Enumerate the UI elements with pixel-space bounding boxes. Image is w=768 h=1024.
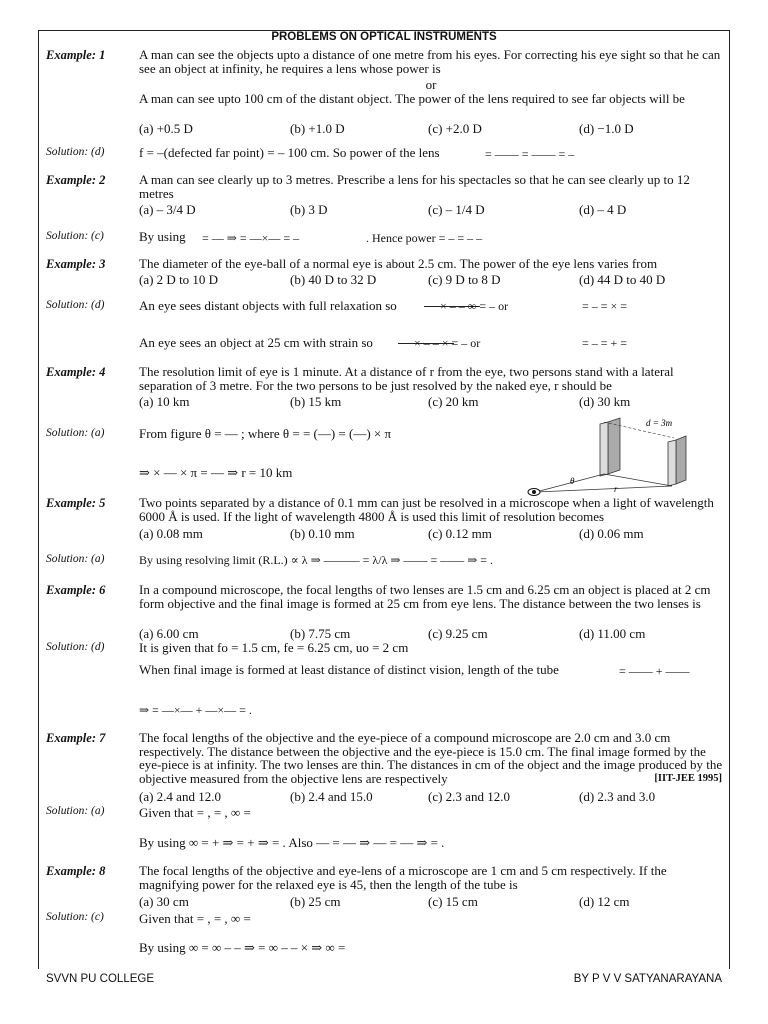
example-7-question: The focal lengths of the objective and the eye-piece of a compound microscope are 2.0 cm and 3.0 cm respectively. The distance between the objective and the eye-piece is 15.0 cm. The final image formed by the eye-piece is at infinity. The two lenses are thin. The distances in cm of the object and the image produced by the objective measured from the objective lens are respectively (139, 730, 723, 786)
example-7-solution-given: Given that = , = , ∞ = (139, 805, 251, 820)
example-3-solution-distant-result: = – = × = (582, 299, 628, 313)
example-1-solution-formula: = —— = —— = – (485, 147, 575, 161)
example-2-option-b: (b) 3 D (290, 202, 328, 217)
example-6-option-d: (d) 11.00 cm (579, 626, 646, 641)
example-4-solution-step1: From figure θ = — ; where θ = = (—) = (—) × π (139, 426, 392, 441)
example-1-option-c: (c) +2.0 D (428, 121, 482, 136)
example-1-solution-label: Solution: (d) (46, 146, 105, 158)
example-6-label: Example: 6 (46, 583, 106, 597)
example-6-question: In a compound microscope, the focal lengths of two lenses are 1.5 cm and 6.25 cm an object is placed at 2 cm form objective and the final image is formed at 25 cm from eye lens. The distance between the two lenses is (139, 582, 711, 611)
example-8-solution-label: Solution: (c) (46, 911, 104, 923)
example-2-solution-formula: = — ⇒ = —×— = – (202, 231, 300, 245)
example-3-option-d: (d) 44 D to 40 D (579, 272, 666, 287)
example-8-option-d: (d) 12 cm (579, 894, 630, 909)
example-8-option-c: (c) 15 cm (428, 894, 478, 909)
example-2-question: A man can see clearly up to 3 metres. Prescribe a lens for his spectacles so that he can see clearly up to 12 metres (139, 172, 690, 201)
example-1-or: or (425, 77, 437, 92)
example-7-option-a: (a) 2.4 and 12.0 (139, 789, 221, 804)
example-4-question: The resolution limit of eye is 1 minute. At a distance of r from the eye, two persons stand with a lateral separation of 3 metre. For the two persons to be just resolved by the naked eye, r should be (139, 364, 674, 393)
example-1-solution: f = –(defected far point) = – 100 cm. So power of the lens (139, 145, 440, 160)
example-8-solution-given: Given that = , = , ∞ = (139, 911, 251, 926)
example-5-solution-label: Solution: (a) (46, 553, 105, 565)
example-2-option-d: (d) – 4 D (579, 202, 627, 217)
example-4-option-b: (b) 15 km (290, 394, 342, 409)
footer-college: SVVN PU COLLEGE (46, 973, 155, 985)
example-8-solution-step: By using ∞ = ∞ – – ⇒ = ∞ – – × ⇒ ∞ = (139, 940, 346, 955)
example-3-option-c: (c) 9 D to 8 D (428, 272, 501, 287)
label-theta: θ (570, 476, 575, 486)
eye-pupil (532, 490, 536, 494)
example-6-solution-given: It is given that fo = 1.5 cm, fe = 6.25 cm, uo = 2 cm (139, 640, 409, 655)
example-2-solution-power: . Hence power = – = – – (366, 231, 483, 245)
example-8-question: The focal lengths of the objective and eye-lens of a microscope are 1 cm and 5 cm respectively. If the magnifying power for the relaxed eye is 45, then the length of the tube is (139, 863, 667, 892)
example-3-option-a: (a) 2 D to 10 D (139, 272, 219, 287)
example-2-solution: By using (139, 229, 186, 244)
example-6-option-b: (b) 7.75 cm (290, 626, 351, 641)
example-4-option-a: (a) 10 km (139, 394, 190, 409)
example-7-label: Example: 7 (46, 731, 106, 745)
label-d: d = 3m (646, 418, 673, 428)
tower-right-side (676, 436, 686, 484)
example-3-solution-label: Solution: (d) (46, 299, 105, 311)
example-1-question-alt: A man can see upto 100 cm of the distant object. The power of the lens required to see far objects will be (139, 91, 685, 106)
example-5-label: Example: 5 (46, 496, 106, 510)
example-2-option-a: (a) – 3/4 D (139, 202, 196, 217)
tower-right-front (668, 440, 676, 486)
example-4-option-c: (c) 20 km (428, 394, 479, 409)
example-3-option-b: (b) 40 D to 32 D (290, 272, 377, 287)
example-5-question: Two points separated by a distance of 0.1 mm can just be resolved in a microscope when a light of wavelength 6000 Å is used. If the light of wavelength 4800 Å is used this limit of resolution becomes (139, 495, 714, 524)
example-2-option-c: (c) – 1/4 D (428, 202, 485, 217)
two-persons-figure (522, 410, 724, 506)
example-5-option-d: (d) 0.06 mm (579, 526, 644, 541)
example-4-solution-step2: ⇒ × — × π = — ⇒ r = 10 km (139, 465, 293, 480)
example-3-solution-distant-formula: × – – ∞ = – or (440, 299, 509, 313)
example-4-option-d: (d) 30 km (579, 394, 631, 409)
example-2-label: Example: 2 (46, 173, 106, 187)
example-5-option-a: (a) 0.08 mm (139, 526, 203, 541)
example-1-question: A man can see the objects upto a distance of one metre from his eyes. For correcting his eye sight so that he can see an object at infinity, he requires a lens whose power is (139, 47, 721, 76)
example-7-option-b: (b) 2.4 and 15.0 (290, 789, 373, 804)
example-6-solution-label: Solution: (d) (46, 641, 105, 653)
example-1-label: Example: 1 (46, 48, 106, 62)
example-1-option-d: (d) −1.0 D (579, 121, 634, 136)
tower-left-side (608, 418, 620, 474)
example-6-option-c: (c) 9.25 cm (428, 626, 488, 641)
example-6-option-a: (a) 6.00 cm (139, 626, 199, 641)
example-7-solution-step: By using ∞ = + ⇒ = + ⇒ = . Also — = — ⇒ — = — ⇒ = . (139, 835, 445, 850)
example-8-label: Example: 8 (46, 864, 106, 878)
example-5-option-c: (c) 0.12 mm (428, 526, 492, 541)
footer-author: BY P V V SATYANARAYANA (573, 973, 722, 985)
example-1-option-a: (a) +0.5 D (139, 121, 193, 136)
example-6-solution-tube-formula: = —— + —— (619, 664, 690, 678)
example-7-solution-label: Solution: (a) (46, 805, 105, 817)
label-r: r (614, 484, 618, 494)
example-5-solution: By using resolving limit (R.L.) ∝ λ ⇒ ——— = λ/λ ⇒ —— = —— ⇒ = . (139, 553, 494, 567)
example-1-option-b: (b) +1.0 D (290, 121, 345, 136)
example-7-option-c: (c) 2.3 and 12.0 (428, 789, 510, 804)
example-3-question: The diameter of the eye-ball of a normal eye is about 2.5 cm. The power of the eye lens varies from (139, 256, 658, 271)
exam-tag: [IIT-JEE 1995] (654, 773, 722, 784)
example-3-solution-distant: An eye sees distant objects with full relaxation so (139, 298, 397, 313)
example-6-solution-result: ⇒ = —×— + —×— = . (139, 703, 252, 717)
example-2-solution-label: Solution: (c) (46, 230, 104, 242)
example-5-option-b: (b) 0.10 mm (290, 526, 355, 541)
example-4-solution-label: Solution: (a) (46, 427, 105, 439)
example-3-solution-near-formula: × – – × = – or (414, 336, 481, 350)
example-3-solution-near-result: = – = + = (582, 336, 628, 350)
example-8-option-a: (a) 30 cm (139, 894, 189, 909)
example-8-option-b: (b) 25 cm (290, 894, 341, 909)
tower-left-front (600, 422, 608, 476)
example-3-solution-near: An eye sees an object at 25 cm with strain so (139, 335, 373, 350)
example-7-option-d: (d) 2.3 and 3.0 (579, 789, 656, 804)
example-3-label: Example: 3 (46, 257, 106, 271)
example-6-solution-tube: When final image is formed at least distance of distinct vision, length of the tube (139, 662, 559, 677)
example-4-label: Example: 4 (46, 365, 106, 379)
page-title: PROBLEMS ON OPTICAL INSTRUMENTS (271, 31, 497, 43)
